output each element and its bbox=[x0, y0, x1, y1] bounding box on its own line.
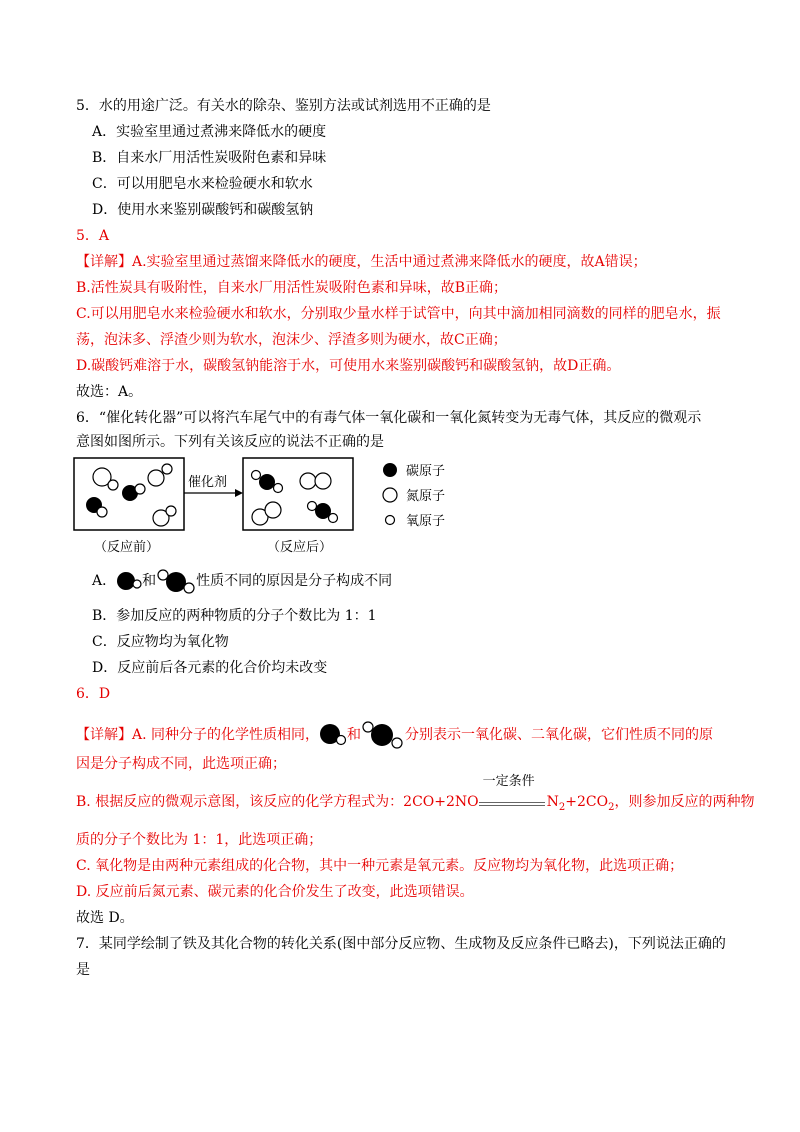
reaction-diagram-svg bbox=[72, 455, 452, 555]
equation-product-n: N bbox=[546, 794, 559, 810]
molecule-co bbox=[122, 484, 145, 501]
equation-sub-2b: 2 bbox=[608, 801, 615, 813]
q5-explain-b: B.活性炭具有吸附性，自来水厂用活性炭吸附色素和异味，故B正确； bbox=[76, 280, 508, 296]
q6-option-a-and: 和 bbox=[142, 573, 157, 589]
legend-oxygen: 氧原子 bbox=[406, 514, 446, 529]
q6-explain-a-prefix: 【详解】A. 同种分子的化学性质相同， bbox=[76, 727, 320, 743]
molecule-no-3 bbox=[153, 506, 176, 526]
molecule-n2 bbox=[300, 473, 331, 489]
q6-choose: 故选 D。 bbox=[76, 910, 134, 926]
q7-stem-1: 7．某同学绘制了铁及其化合物的转化关系(图中部分反应物、生成物及反应条件已略去)，下列说法正确的 bbox=[76, 936, 726, 952]
q6-explain-b-prefix: B. 根据反应的微观示意图，该反应的化学方程式为：2CO+2NO bbox=[76, 794, 479, 810]
q6-option-a-suffix: 性质不同的原因是分子构成不同 bbox=[196, 573, 393, 589]
equation-sub-2a: 2 bbox=[558, 801, 566, 813]
molecule-co2-2 bbox=[308, 502, 338, 523]
q5-option-d: D．使用水来鉴别碳酸钙和碳酸氢钠 bbox=[92, 202, 314, 218]
q5-answer: 5．A bbox=[76, 228, 110, 244]
molecule-n2-2 bbox=[252, 502, 281, 525]
equation-equals-bar bbox=[479, 802, 545, 806]
equation-condition: 一定条件 bbox=[482, 774, 535, 789]
q6-stem-1: 6．“催化转化器”可以将汽车尾气中的有毒气体一氧化碳和一氧化氮转变为无毒气体，其反应的微观示 bbox=[76, 410, 702, 426]
q6-explain-b bbox=[76, 774, 755, 813]
q6-stem-2: 意图如图所示。下列有关该反应的说法不正确的是 bbox=[76, 434, 384, 450]
oxygen-atom-icon bbox=[386, 516, 395, 525]
q6-option-b: B．参加反应的两种物质的分子个数比为 1：1 bbox=[92, 608, 377, 624]
q6-option-c: C．反应物均为氧化物 bbox=[92, 634, 229, 650]
q5-explain-a: 【详解】A.实验室里通过蒸馏来降低水的硬度，生活中通过煮沸来降低水的硬度，故A错误； bbox=[76, 254, 647, 270]
q6-explain-b-suffix: ，则参加反应的两种物 bbox=[614, 794, 755, 810]
q5-option-a: A．实验室里通过煮沸来降低水的硬度 bbox=[92, 124, 327, 140]
molecule-no-2 bbox=[148, 464, 172, 486]
q6-explain-b-2: 质的分子个数比为 1：1，此选项正确； bbox=[76, 832, 323, 848]
co-molecule-icon bbox=[116, 570, 142, 592]
q6-option-a-prefix: A． bbox=[92, 573, 117, 589]
q7-stem-2: 是 bbox=[76, 962, 90, 978]
molecule-no bbox=[93, 468, 118, 490]
legend-carbon: 碳原子 bbox=[406, 464, 446, 479]
equation-condition-arrow bbox=[479, 774, 547, 812]
q6-explain-d: D. 反应前后氮元素、碳元素的化合价发生了改变，此选项错误。 bbox=[76, 884, 474, 900]
molecule-co2 bbox=[252, 471, 283, 493]
q6-option-a bbox=[92, 568, 392, 592]
q5-option-b: B．自来水厂用活性炭吸附色素和异味 bbox=[92, 150, 327, 166]
q6-explain-a bbox=[76, 720, 713, 748]
after-label: （反应后） bbox=[267, 540, 333, 555]
q6-explain-a-2: 因是分子构成不同，此选项正确； bbox=[76, 756, 286, 772]
q6-option-d: D．反应前后各元素的化合价均未改变 bbox=[92, 660, 328, 676]
reaction-diagram bbox=[72, 455, 452, 555]
carbon-atom-icon bbox=[383, 463, 397, 477]
q5-explain-c1: C.可以用肥皂水来检验硬水和软水，分别取少量水样于试管中，向其中滴加相同滴数的同样的肥皂水，振 bbox=[76, 306, 721, 322]
co-molecule-icon bbox=[319, 722, 347, 748]
nitrogen-atom-icon bbox=[383, 488, 397, 502]
co2-molecule-icon bbox=[156, 568, 196, 594]
q6-explain-c: C. 氧化物是由两种元素组成的化合物，其中一种元素是氧元素。反应物均为氧化物，此选项正确； bbox=[76, 858, 684, 874]
before-label: （反应前） bbox=[94, 540, 160, 555]
catalyst-label: 催化剂 bbox=[188, 475, 228, 490]
q5-option-c: C．可以用肥皂水来检验硬水和软水 bbox=[92, 176, 313, 192]
molecule-co-2 bbox=[86, 497, 107, 517]
q6-explain-a-suffix: 分别表示一氧化碳、二氧化碳，它们性质不同的原 bbox=[405, 727, 714, 743]
co2-molecule-icon bbox=[361, 720, 405, 750]
q5-stem: 5．水的用途广泛。有关水的除杂、鉴别方法或试剂选用不正确的是 bbox=[76, 98, 491, 114]
equation-product-co: +2CO bbox=[565, 794, 609, 810]
q6-answer: 6．D bbox=[76, 686, 111, 702]
q5-choose: 故选：A。 bbox=[76, 384, 143, 400]
legend-nitrogen: 氮原子 bbox=[406, 489, 446, 504]
q5-explain-c2: 荡，泡沫多、浮渣少则为软水，泡沫少、浮渣多则为硬水，故C正确； bbox=[76, 332, 507, 348]
q5-explain-d: D.碳酸钙难溶于水，碳酸氢钠能溶于水，可使用水来鉴别碳酸钙和碳酸氢钠，故D正确。 bbox=[76, 358, 621, 374]
q6-explain-a-and: 和 bbox=[347, 727, 362, 743]
